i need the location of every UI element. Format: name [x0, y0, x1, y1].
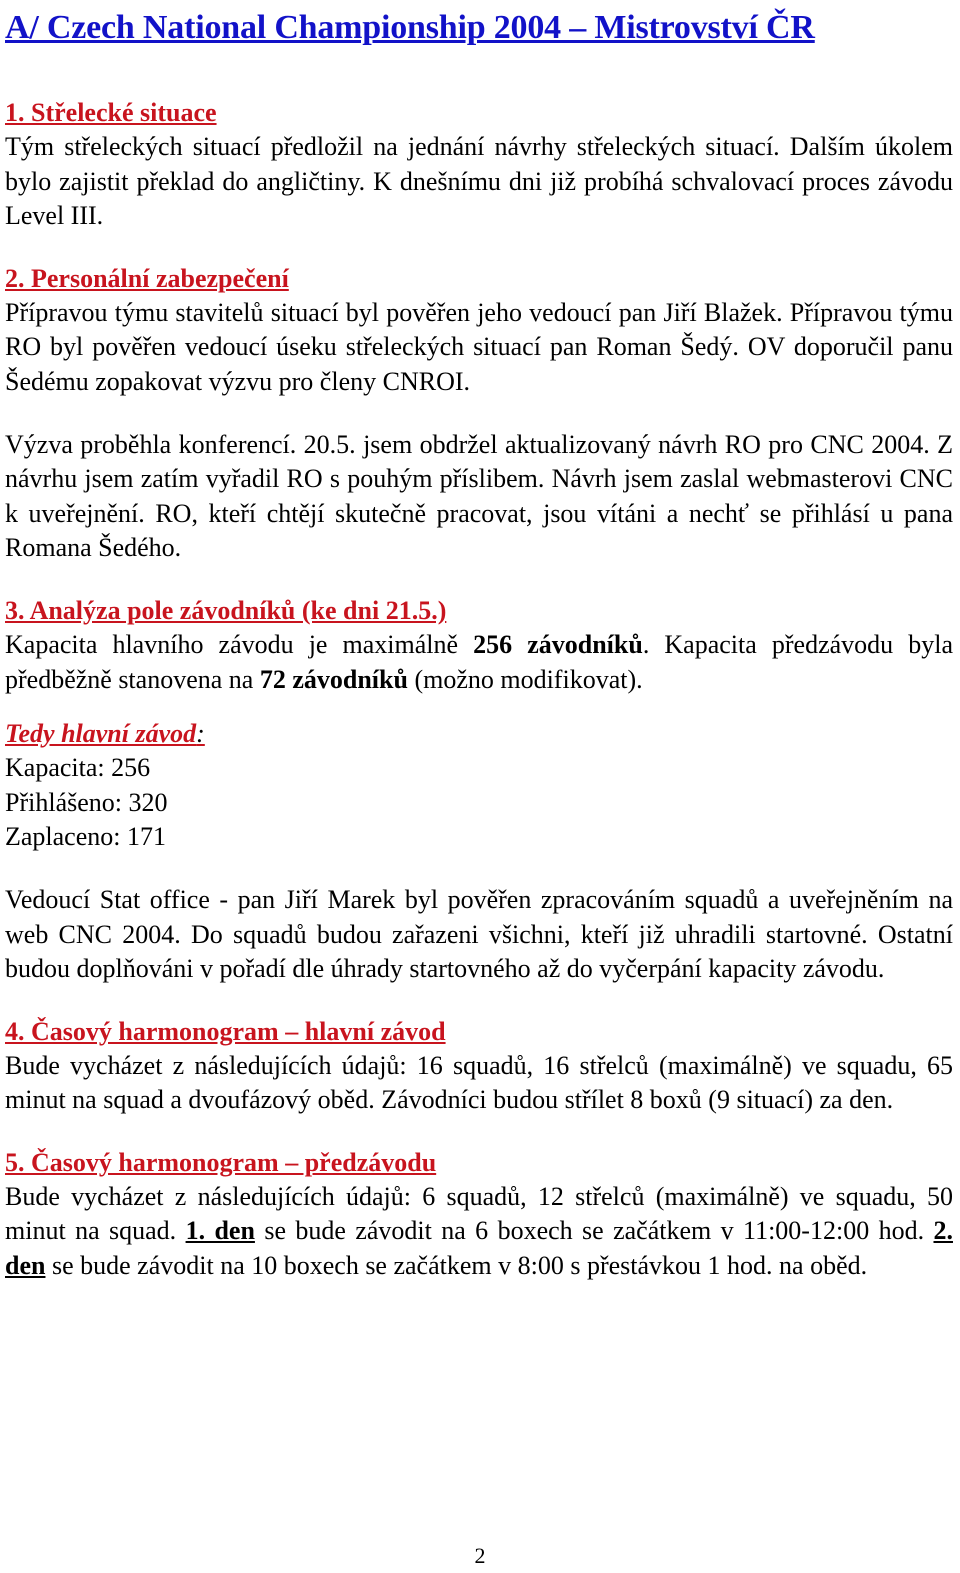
section-5-heading: 5. Časový harmonogram – předzávodu [5, 1147, 437, 1177]
main-capacity-bold: 256 závodníků [473, 629, 643, 659]
text-run: Kapacita hlavního závodu je maximálně [5, 629, 474, 659]
day-2-label: 2. den [5, 1216, 953, 1281]
section-2 [5, 262, 953, 566]
document-page [5, 8, 953, 1284]
section-3-paragraph-1 [5, 628, 953, 697]
section-3 [5, 594, 953, 987]
section-1 [5, 96, 953, 234]
paragraph-gap [5, 855, 953, 883]
section-5 [5, 1146, 953, 1284]
section-4 [5, 1015, 953, 1118]
section-3-paragraph-2: Vedoucí Stat office - pan Jiří Marek byl pověřen zpracováním squadů a uveřejněním na web CNC 2004. Do squadů budou zařazeni všichni, kteří již uhradili startovné. Ostatní budou doplňováni v pořadí dle úhrady startovného až do vyčerpání kapacity závodu. [5, 884, 953, 984]
day-1-label: 1. den [185, 1216, 255, 1246]
document-title: A/ Czech National Championship 2004 – Mistrovství ČR [5, 9, 815, 46]
section-4-heading: 4. Časový harmonogram – hlavní závod [5, 1016, 446, 1046]
text-run: (možno modifikovat). [407, 664, 643, 694]
text-run: Bude vycházet z následujících údajů: 6 squadů, 12 střelců (maximálně) ve squadu, 50 minut na squad. [5, 1181, 953, 1246]
section-2-paragraph-1: Přípravou týmu stavitelů situací byl pověřen jeho vedoucí pan Jiří Blažek. Přípravou týmu RO byl pověřen vedoucí úseku střeleckých situací pan Roman Šedý. OV doporučil panu Šedému zopakovat výzvu pro členy CNROI. [5, 297, 953, 396]
section-4-paragraph: Bude vycházet z následujících údajů: 16 squadů, 16 střelců (maximálně) ve squadu, 65 minut na squad a dvoufázový oběd. Závodníci budou střílet 8 boxů (9 situací) za den. [5, 1050, 953, 1115]
section-1-paragraph: Tým střeleckých situací předložil na jednání návrhy střeleckých situací. Dalším úkolem bylo zajistit překlad do angličtiny. K dnešnímu dni již probíhá schvalovací proces závodu Level III. [5, 132, 953, 231]
paragraph-gap [5, 400, 953, 428]
main-match-subheading [5, 717, 953, 751]
subheading-colon: : [196, 719, 205, 749]
section-2-paragraph-2: Výzva proběhla konferencí. 20.5. jsem obdržel aktualizovaný návrh RO pro CNC 2004. Z návrhu jsem zatím vyřadil RO s pouhým příslibem. Návrh jsem zaslal webmasterovi CNC k uveřejnění. RO, kteří chtějí skutečně pracovat, jsou vítáni a nechť se přihlásí u pana Romana Šedého. [5, 429, 953, 563]
page-number: 2 [474, 1543, 486, 1568]
pre-match-capacity-bold: 72 závodníků [259, 664, 408, 694]
main-match-subheading-label: Tedy hlavní závod [5, 719, 197, 749]
section-5-paragraph [5, 1180, 953, 1284]
text-run: se bude závodit na 10 boxech se začátkem v 8:00 s přestávkou 1 hod. na oběd. [45, 1251, 868, 1281]
section-2-heading: 2. Personální zabezpečení [5, 263, 289, 293]
paragraph-gap [5, 697, 953, 717]
stat-registered: Přihlášeno: 320 [5, 787, 168, 817]
text-run: se bude závodit na 6 boxech se začátkem v 11:00-12:00 hod. [254, 1216, 934, 1246]
section-3-heading: 3. Analýza pole závodníků (ke dni 21.5.) [5, 595, 447, 625]
stat-capacity: Kapacita: 256 [5, 753, 151, 783]
section-1-heading: 1. Střelecké situace [5, 98, 217, 127]
stat-paid: Zaplaceno: 171 [5, 822, 166, 852]
text-run: . Kapacita předzávodu byla předběžně stanovena na [5, 629, 953, 694]
